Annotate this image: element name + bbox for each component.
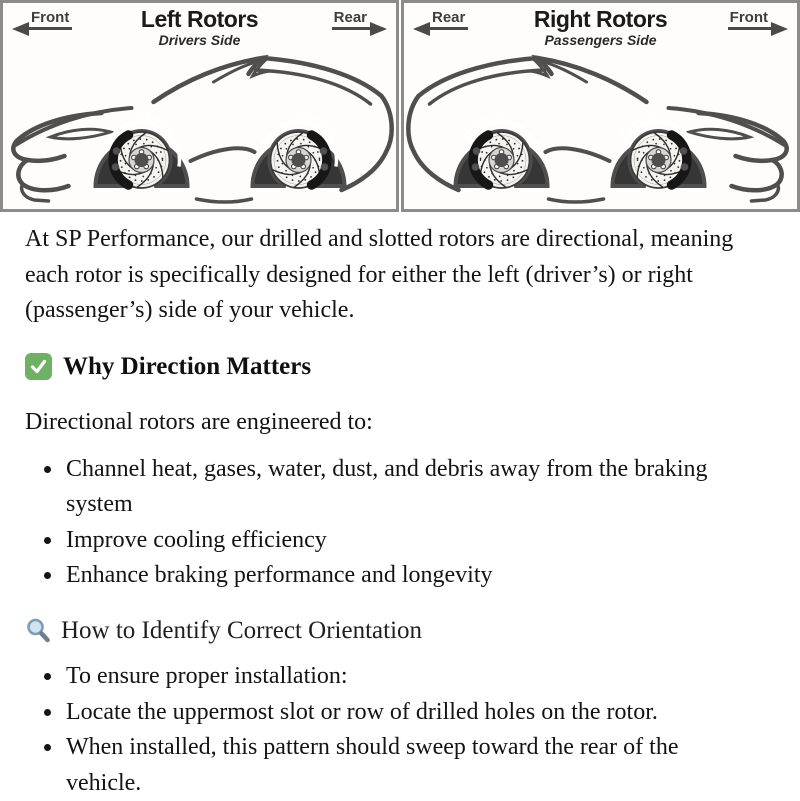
arrow-right-icon [771,22,788,36]
right-panel-header [404,3,797,49]
front-direction-label [728,10,788,30]
list-item: • Locate the uppermost slot or row of drilled holes on the rotor. [64,695,739,731]
list-item: • To ensure proper installation: [64,659,739,695]
left-car-illustration [3,49,396,209]
right-rotors-panel [401,0,800,212]
engineered-to-lead: Directional rotors are engineered to: [25,409,373,435]
list-item: • When installed, this pattern should sweep toward the rear of the vehicle. [64,730,739,801]
heading-text: How to Identify Correct Orientation [61,616,423,644]
rear-direction-label [332,10,387,30]
left-panel-header [3,3,396,49]
right-car-illustration [404,49,797,209]
article-body [0,212,800,801]
left-rotors-panel [0,0,399,212]
rear-direction-label [413,10,468,30]
list-item: • Improve cooling efficiency [64,523,739,559]
direction-text: Front [29,10,72,30]
why-direction-matters-heading [25,349,770,385]
list-item: • Channel heat, gases, water, dust, and debris away from the braking system [64,452,739,523]
panel-title: Right Rotors [533,6,668,32]
how-to-identify-heading [25,613,770,649]
check-mark-icon [25,353,52,380]
panel-subtitle: Drivers Side [158,32,241,48]
panel-subtitle: Passengers Side [544,32,657,48]
arrow-left-icon [413,22,430,36]
front-direction-label [12,10,72,30]
why-bullet-list [25,452,770,594]
direction-text: Front [728,10,771,30]
magnifying-glass-icon [25,617,52,644]
panel-title: Left Rotors [140,6,259,32]
intro-paragraph: At SP Performance, our drilled and slotted rotors are directional, meaning each rotor is specifically designed for either the left (driver’s) or right (passenger’s) side of your vehicle. [25,226,734,323]
heading-text: Why Direction Matters [63,352,312,380]
arrow-right-icon [370,22,387,36]
rotation-label: Rotation [459,109,509,141]
arrow-left-icon [12,22,29,36]
rotation-label: Rotation [292,109,341,141]
direction-text: Rear [430,10,468,30]
rotor-direction-diagram [0,0,800,212]
list-item: • Enhance braking performance and longevity [64,558,739,594]
rotation-label: Rotation [135,109,184,141]
rotation-label: Rotation [616,109,666,141]
direction-text: Rear [332,10,370,30]
how-bullet-list [25,659,770,801]
